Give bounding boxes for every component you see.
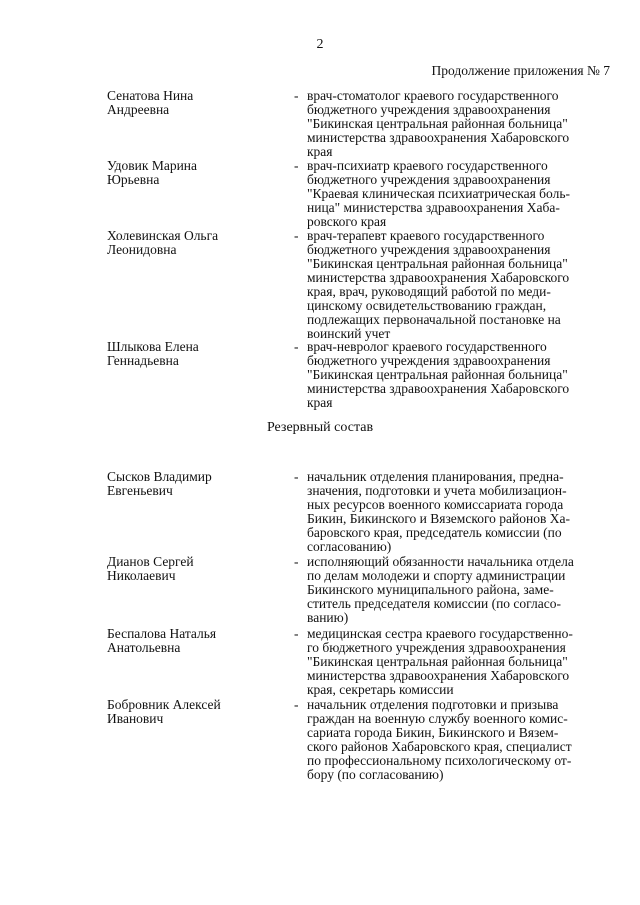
member-position: врач-психиатр краевого государственного бюджетного учреждения здравоохранения "Краевая клиническая психиатрическая боль- ница" министерства здравоохранения Хаба- ровского края — [307, 158, 570, 229]
member-dash: - — [294, 626, 299, 641]
reserve-section-title: Резервный состав — [266, 420, 374, 435]
member-position: начальник отделения планирования, предна- значения, подготовки и учета мобилизацион- ных ресурсов военного комиссариата города Бикин, Бикинского и Вяземского районов Ха- баровского края, председатель комиссии (по согласованию) — [307, 469, 570, 554]
member-name: Дианов Сергей Николаевич — [107, 554, 194, 583]
member-dash: - — [294, 88, 299, 103]
page-number: 2 — [316, 37, 324, 52]
member-position: врач-стоматолог краевого государственного бюджетного учреждения здравоохранения "Бикинская центральная районная больница" министерства здравоохранения Хабаровского края — [307, 88, 570, 159]
appendix-note: Продолжение приложения № 7 — [431, 63, 610, 78]
member-position: врач-невролог краевого государственного бюджетного учреждения здравоохранения "Бикинская центральная районная больница" министерства здравоохранения Хабаровского края — [307, 339, 570, 410]
member-position: исполняющий обязанности начальника отдела по делам молодежи и спорту администрации Бикинского муниципального района, заме- ститель председателя комиссии (по согласо- ванию) — [307, 554, 574, 625]
member-position: медицинская сестра краевого государственно- го бюджетного учреждения здравоохранения "Бикинская центральная районная больница" министерства здравоохранения Хабаровского края, секретарь комиссии — [307, 626, 573, 697]
member-dash: - — [294, 228, 299, 243]
member-position: начальник отделения подготовки и призыва граждан на военную службу военного комис- сариата города Бикин, Бикинского и Вязем- ского районов Хабаровского края, специалист по профессиональному психологическому от- бору (по согласованию) — [307, 697, 572, 782]
member-name: Сенатова Нина Андреевна — [107, 88, 194, 117]
member-name: Холевинская Ольга Леонидовна — [107, 228, 219, 257]
member-dash: - — [294, 339, 299, 354]
member-position: врач-терапевт краевого государственного бюджетного учреждения здравоохранения "Бикинская центральная районная больница" министерства здравоохранения Хабаровского края, врач, руководящий работой по меди- цинскому освидетельствованию граждан, подлежащих первоначальной постановке на воинский учет — [307, 228, 570, 341]
member-dash: - — [294, 697, 299, 712]
member-dash: - — [294, 554, 299, 569]
member-dash: - — [294, 158, 299, 173]
member-name: Сысков Владимир Евгеньевич — [107, 469, 212, 498]
member-name: Шлыкова Елена Геннадьевна — [107, 339, 199, 368]
member-name: Бобровник Алексей Иванович — [107, 697, 221, 726]
member-name: Беспалова Наталья Анатольевна — [107, 626, 217, 655]
member-name: Удовик Марина Юрьевна — [107, 158, 198, 187]
member-dash: - — [294, 469, 299, 484]
